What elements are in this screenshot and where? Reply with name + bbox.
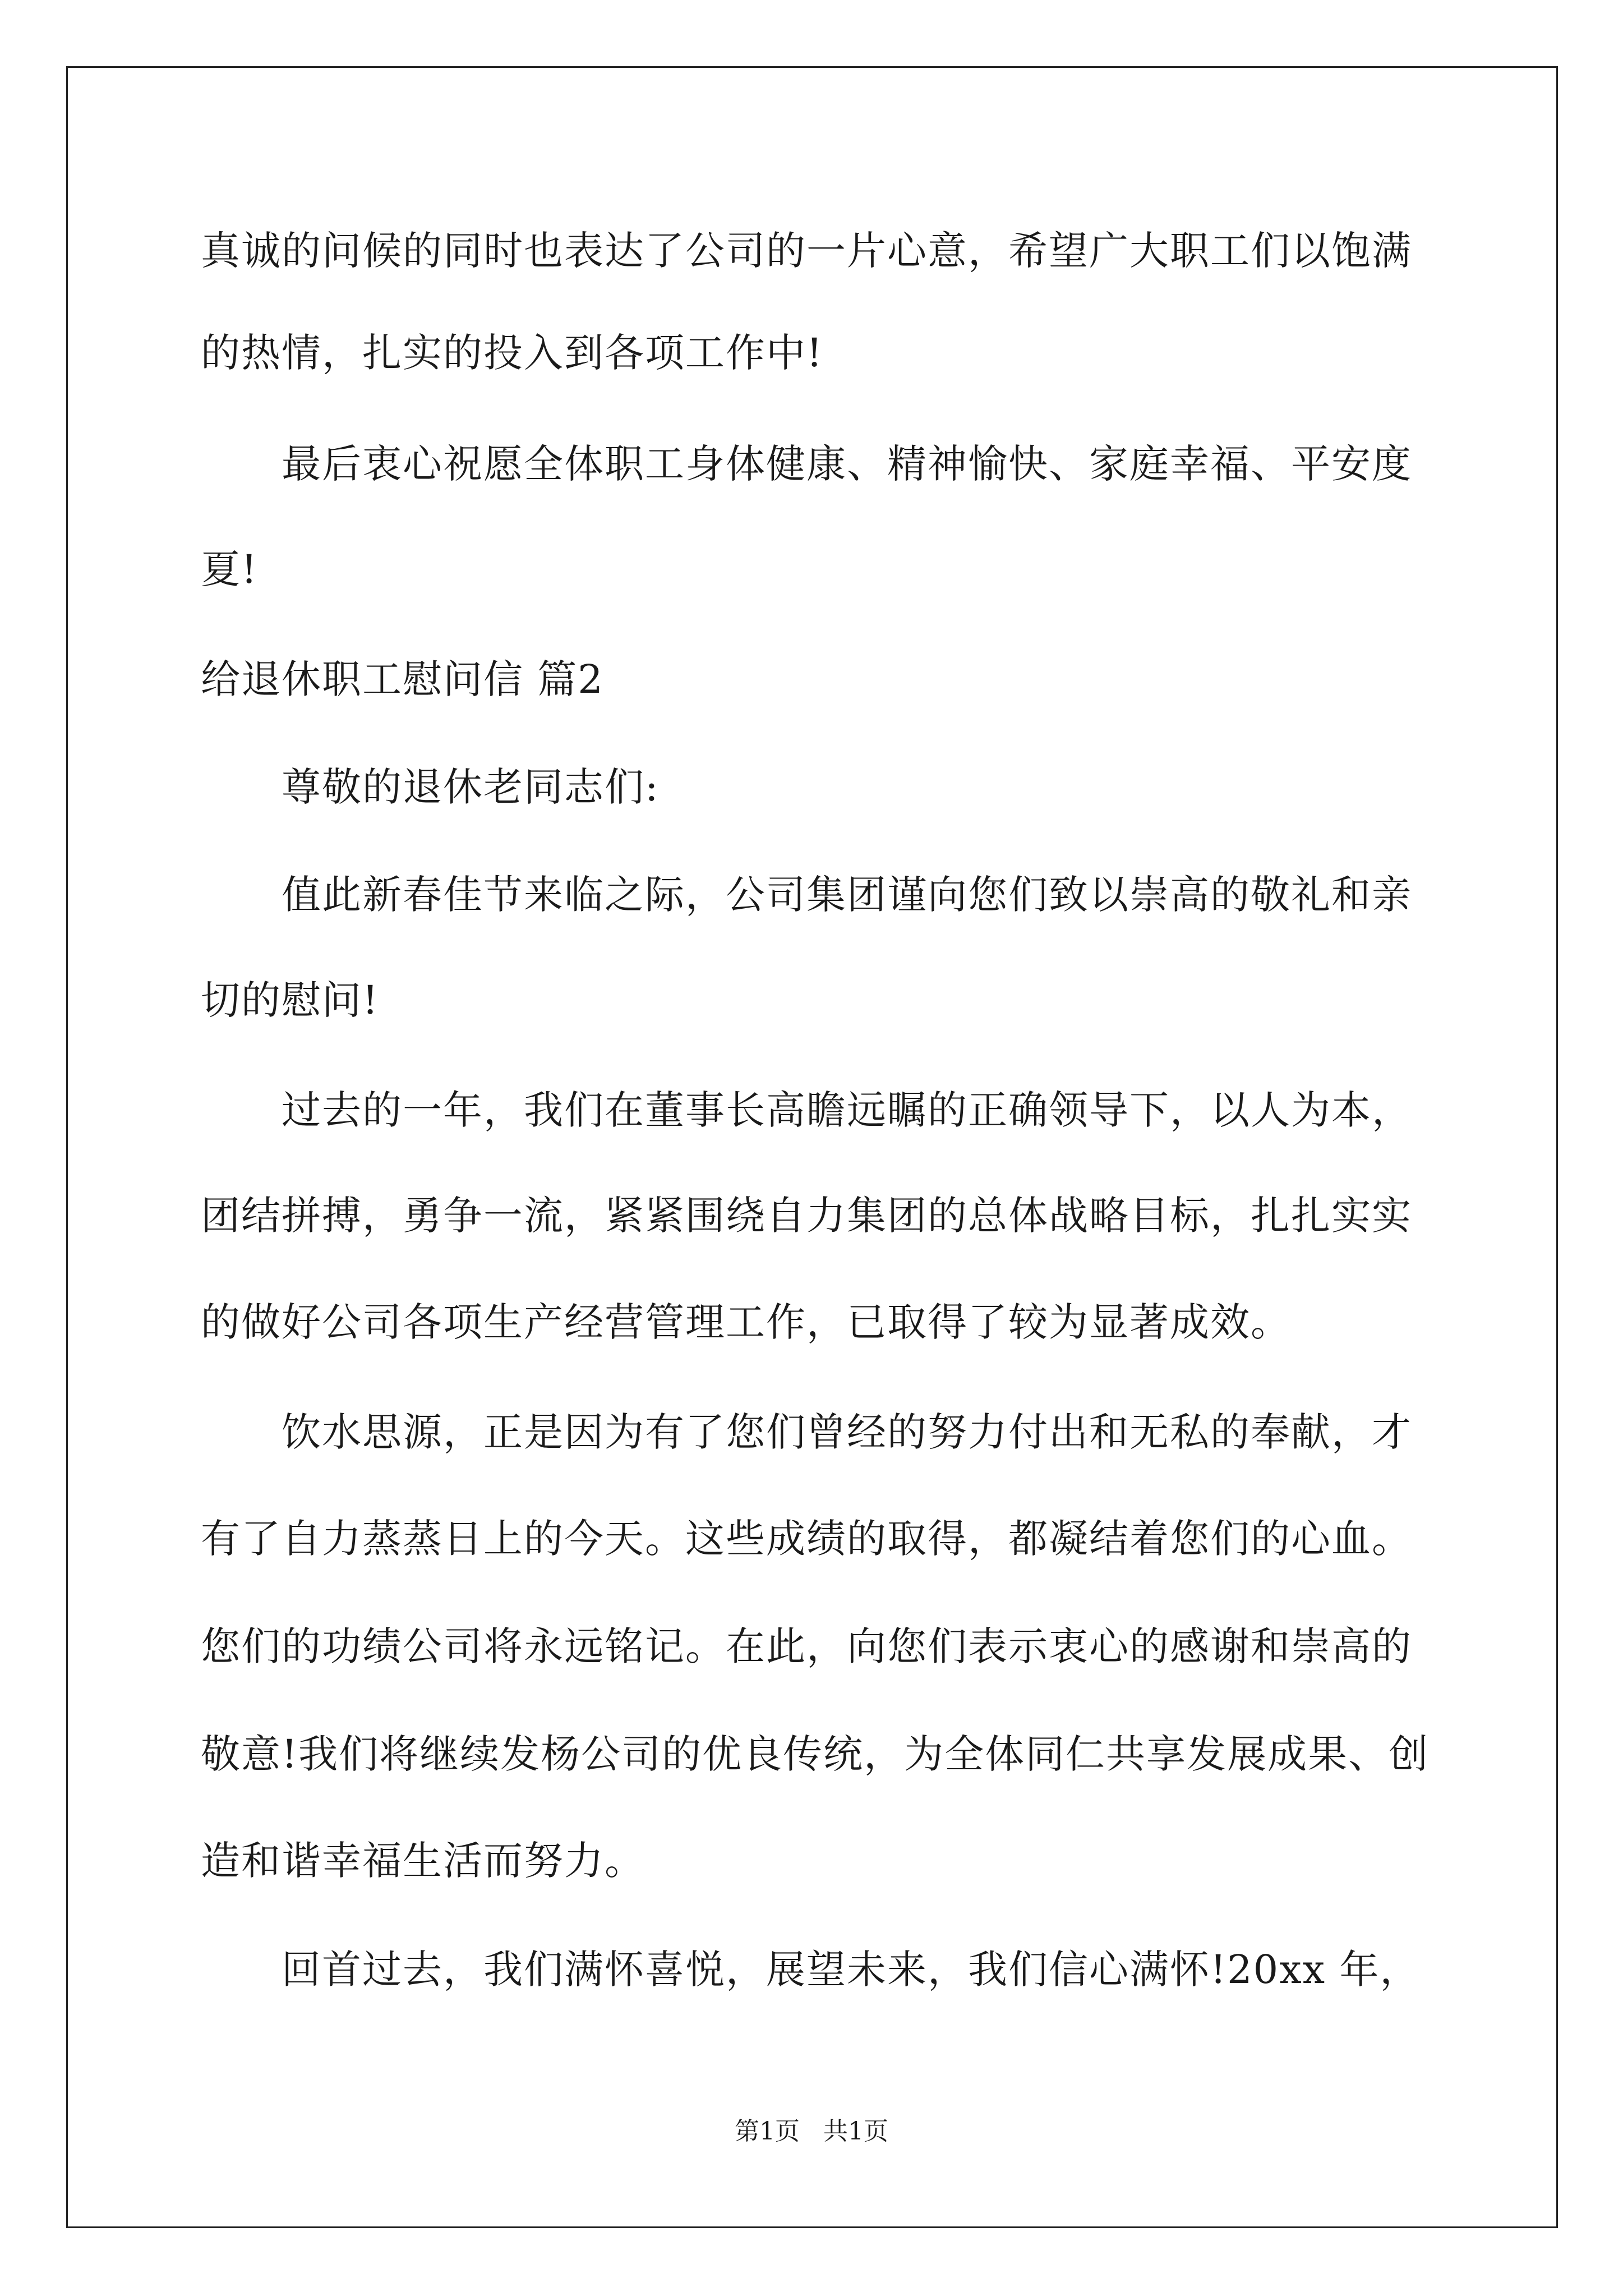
body-line: 夏!: [201, 546, 259, 592]
body-line: 回首过去，我们满怀喜悦，展望未来，我们信心满怀!20xx 年，: [201, 1947, 1421, 1993]
body-line: 过去的一年，我们在董事长高瞻远瞩的正确领导下，以人为本，: [201, 1087, 1412, 1133]
page-border: [66, 66, 1558, 2228]
body-line: 真诚的问候的同时也表达了公司的一片心意，希望广大职工们以饱满: [201, 228, 1412, 274]
body-line: 的做好公司各项生产经营管理工作，已取得了较为显著成效。: [201, 1299, 1291, 1345]
body-line: 敬意!我们将继续发杨公司的优良传统，为全体同仁共享发展成果、创: [201, 1731, 1430, 1777]
body-line: 造和谐幸福生活而努力。: [201, 1838, 645, 1884]
salutation: 尊敬的退休老同志们:: [201, 764, 660, 810]
page-footer: 第1页 共1页: [735, 2117, 888, 2146]
section-heading: 给退休职工慰问信 篇2: [201, 656, 604, 702]
body-line: 有了自力蒸蒸日上的今天。这些成绩的取得，都凝结着您们的心血。: [201, 1516, 1412, 1562]
body-line: 团结拼搏，勇争一流，紧紧围绕自力集团的总体战略目标，扎扎实实: [201, 1193, 1412, 1239]
body-line: 您们的功绩公司将永远铭记。在此，向您们表示衷心的感谢和崇高的: [201, 1623, 1412, 1669]
body-line: 饮水思源，正是因为有了您们曾经的努力付出和无私的奉献，才: [201, 1409, 1412, 1455]
body-line: 的热情，扎实的投入到各项工作中!: [201, 330, 824, 376]
body-line: 值此新春佳节来临之际，公司集团谨向您们致以崇高的敬礼和亲: [201, 872, 1412, 918]
body-line: 最后衷心祝愿全体职工身体健康、精神愉快、家庭幸福、平安度: [201, 441, 1412, 487]
body-line: 切的慰问!: [201, 977, 380, 1023]
